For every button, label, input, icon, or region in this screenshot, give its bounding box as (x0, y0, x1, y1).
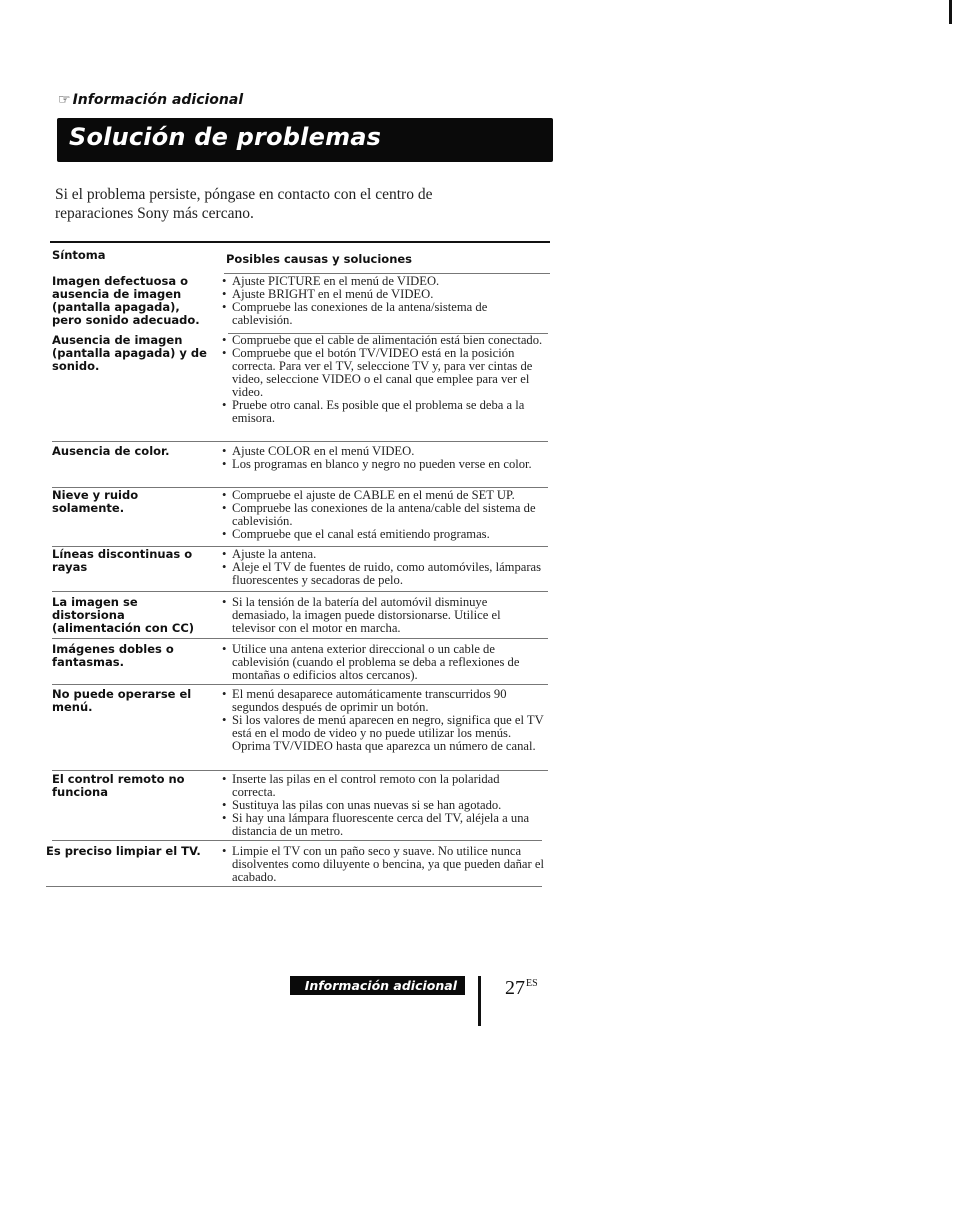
table-bottom-rule (46, 886, 542, 887)
page-title: Solución de problemas (69, 123, 382, 151)
cause-item: • Compruebe que el canal está emitiendo programas. (222, 528, 544, 541)
page-number-suffix: ES (526, 978, 538, 989)
section-label-text: Información adicional (72, 92, 244, 108)
footer-section-tab (290, 976, 465, 995)
symptom-cell: La imagen se distorsiona (alimentación con CC) (52, 595, 195, 635)
table-top-rule (50, 241, 550, 243)
cause-item: • Compruebe que el botón TV/VIDEO está en la posición correcta. Para ver el TV, seleccione TV y, para ver cintas de video, seleccione VIDEO o el canal que emplee para ver el video. (222, 347, 544, 399)
table-rule (52, 441, 548, 442)
symptom-cell: El control remoto no funciona (52, 772, 185, 799)
cause-item: • Sustituya las pilas con unas nuevas si se han agotado. (222, 799, 544, 812)
symptom-cell: Ausencia de imagen (pantalla apagada) y de sonido. (52, 333, 207, 373)
symptom-cell: Líneas discontinuas o rayas (52, 547, 193, 574)
symptom-cell: Imágenes dobles o fantasmas. (52, 642, 174, 669)
causes-list (222, 548, 544, 587)
intro-paragraph: Si el problema persiste, póngase en contacto con el centro de reparaciones Sony más cercano. (55, 186, 433, 222)
causes-list (222, 643, 544, 682)
cause-item: • Si hay una lámpara fluorescente cerca del TV, aléjela a una distancia de un metro. (222, 812, 544, 838)
causes-list (222, 845, 544, 884)
symptom-cell: Es preciso limpiar el TV. (46, 844, 201, 858)
symptom-cell: Ausencia de color. (52, 444, 170, 458)
table-rule (52, 840, 542, 841)
column-header-causes: Posibles causas y soluciones (226, 252, 413, 266)
cause-item: • Ajuste la antena. (222, 548, 544, 561)
cause-item: • Utilice una antena exterior direccional o un cable de cablevisión (cuando el problema se deba a reflexiones de montañas o edificios altos cercanos). (222, 643, 544, 682)
symptom-cell: Nieve y ruido solamente. (52, 488, 139, 515)
cause-item: • Si los valores de menú aparecen en negro, significa que el TV está en el modo de video y no puede utilizar los menús. Oprima TV/VIDEO hasta que aparezca un número de canal. (222, 714, 544, 753)
causes-list (222, 596, 544, 635)
cause-item: • Compruebe que el cable de alimentación está bien conectado. (222, 334, 544, 347)
cause-item: • Los programas en blanco y negro no pueden verse en color. (222, 458, 544, 471)
table-rule (52, 684, 548, 685)
title-bar (57, 118, 553, 162)
pointing-hand-icon: ☞ (58, 92, 71, 108)
cause-item: • El menú desaparece automáticamente transcurridos 90 segundos después de oprimir un botón. (222, 688, 544, 714)
cause-item: • Si la tensión de la batería del automóvil disminuye demasiado, la imagen puede distorsionarse. Utilice el televisor con el motor en marcha. (222, 596, 544, 635)
symptom-cell: Imagen defectuosa o ausencia de imagen (pantalla apagada), pero sonido adecuado. (52, 274, 200, 327)
column-header-symptom: Síntoma (52, 248, 106, 262)
section-label (58, 92, 243, 108)
causes-list (222, 489, 544, 541)
cause-item: • Compruebe el ajuste de CABLE en el menú de SET UP. (222, 489, 544, 502)
causes-list (222, 773, 544, 838)
cause-item: • Inserte las pilas en el control remoto con la polaridad correcta. (222, 773, 544, 799)
table-rule (52, 591, 548, 592)
cause-item: • Limpie el TV con un paño seco y suave. No utilice nunca disolventes como diluyente o bencina, ya que pueden dañar el acabado. (222, 845, 544, 884)
page-number-value: 27 (505, 977, 525, 999)
footer-divider (478, 976, 481, 1026)
footer-section-label: Información adicional (304, 978, 457, 993)
causes-list (222, 688, 544, 753)
table-rule (52, 770, 548, 771)
causes-list (222, 275, 544, 327)
page-number (505, 977, 538, 1000)
cause-item: • Ajuste PICTURE en el menú de VIDEO. (222, 275, 544, 288)
causes-list (222, 334, 544, 425)
symptom-cell: No puede operarse el menú. (52, 687, 192, 714)
edge-mark (949, 0, 952, 24)
cause-item: • Aleje el TV de fuentes de ruido, como automóviles, lámparas fluorescentes y secadoras de pelo. (222, 561, 544, 587)
table-rule (52, 638, 548, 639)
cause-item: • Compruebe las conexiones de la antena/sistema de cablevisión. (222, 301, 544, 327)
cause-item: • Ajuste BRIGHT en el menú de VIDEO. (222, 288, 544, 301)
causes-list (222, 445, 544, 471)
cause-item: • Compruebe las conexiones de la antena/cable del sistema de cablevisión. (222, 502, 544, 528)
cause-item: • Ajuste COLOR en el menú VIDEO. (222, 445, 544, 458)
cause-item: • Pruebe otro canal. Es posible que el problema se deba a la emisora. (222, 399, 544, 425)
